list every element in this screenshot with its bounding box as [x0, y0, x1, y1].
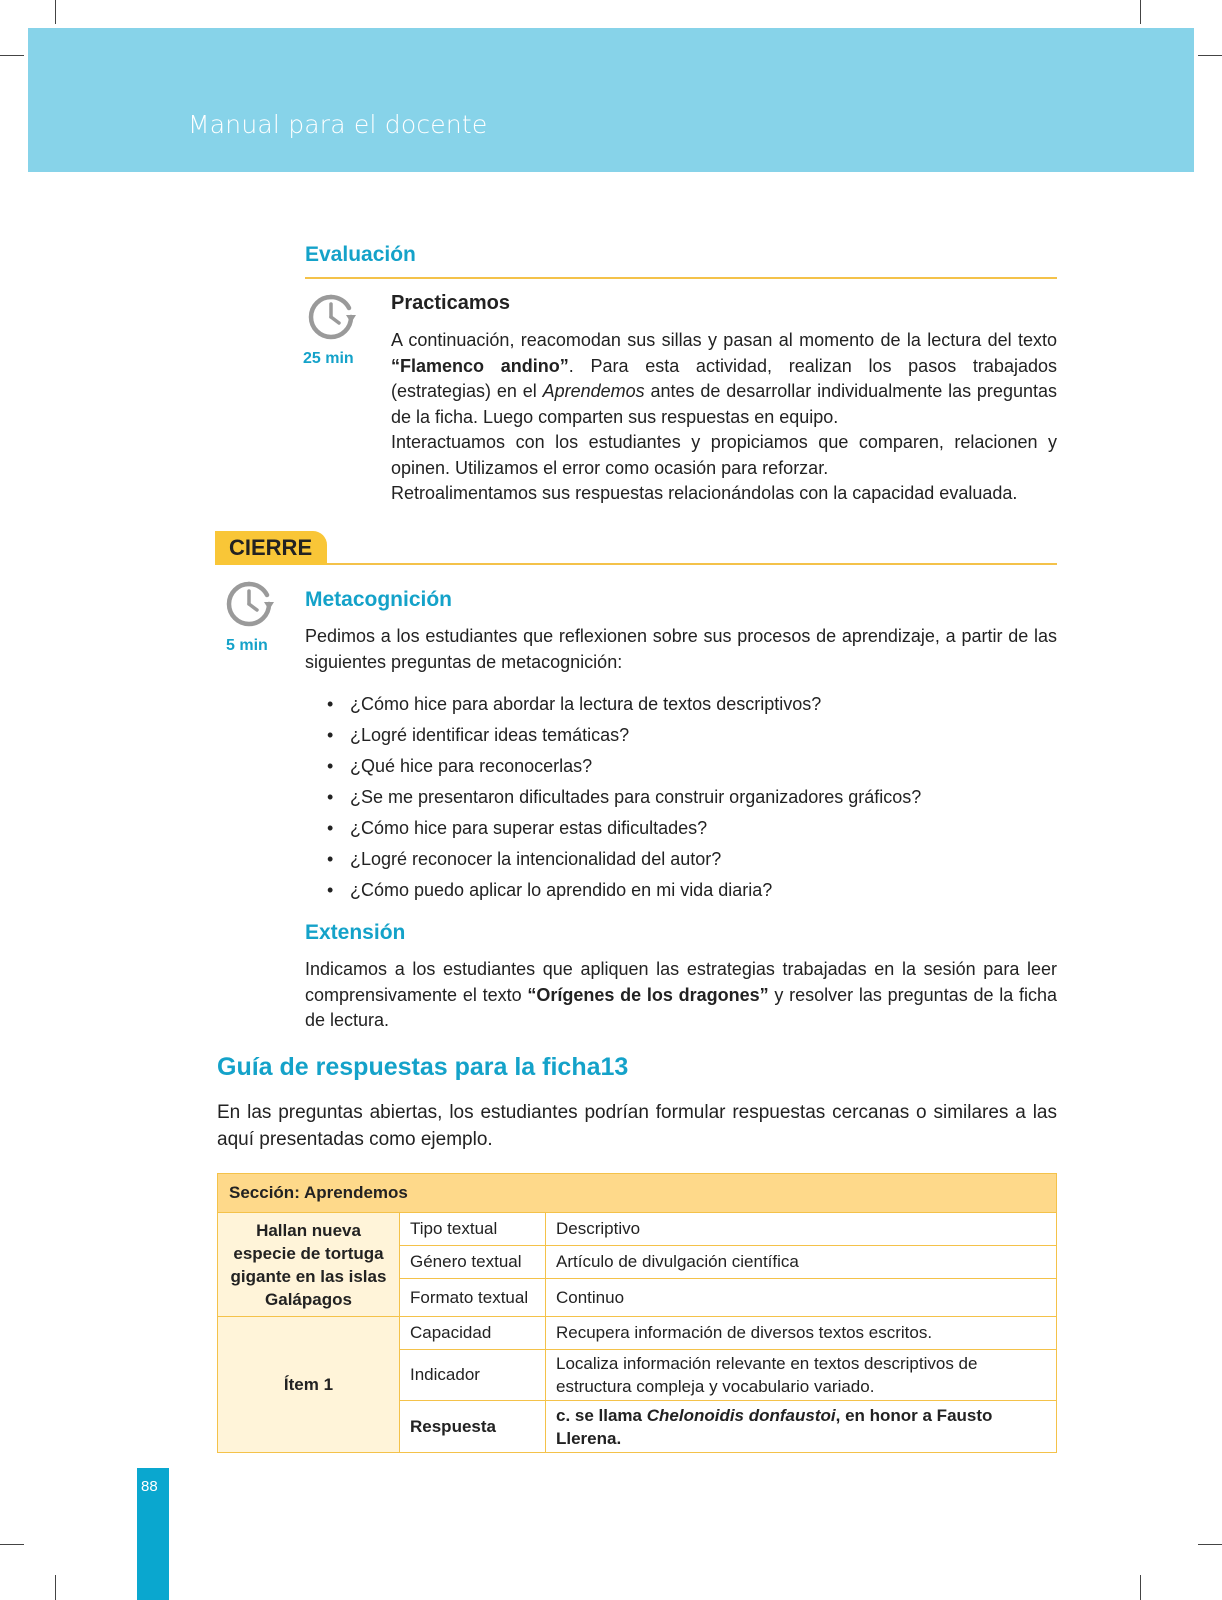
item-cell: Ítem 1	[218, 1317, 400, 1453]
duration-label: 25 min	[303, 350, 354, 367]
list-item: • ¿Logré identificar ideas temáticas?	[324, 720, 1044, 751]
table-cell: Formato textual	[400, 1279, 546, 1317]
table-cell: Género textual	[400, 1246, 546, 1279]
list-item: • ¿Cómo puedo aplicar lo aprendido en mi vida diaria?	[324, 875, 1044, 906]
practicamos-heading: Practicamos	[391, 292, 510, 314]
table-row	[218, 1317, 1057, 1350]
crop-mark	[1140, 0, 1141, 24]
page-header-title: Manual para el docente	[188, 110, 488, 139]
table-cell: Respuesta	[400, 1401, 546, 1453]
guia-heading: Guía de respuestas para la ficha13	[217, 1053, 629, 1081]
cierre-tab: CIERRE	[215, 531, 327, 565]
list-item: • ¿Se me presentaron dificultades para construir organizadores gráficos?	[324, 782, 1044, 813]
crop-mark	[1198, 1544, 1222, 1545]
crop-mark	[0, 1544, 24, 1545]
extension-paragraph: Indicamos a los estudiantes que apliquen las estrategias trabajadas en la sesión para leer comprensivamente el texto “Orígenes de los dragones” y resolver las preguntas de la ficha de lectura.	[305, 959, 1057, 1030]
metacognicion-paragraph: Pedimos a los estudiantes que reflexionen sobre sus procesos de aprendizaje, a partir de las siguientes preguntas de metacognición:	[305, 626, 1057, 672]
extension-heading: Extensión	[305, 921, 406, 944]
table-row	[218, 1213, 1057, 1246]
clock-icon	[305, 291, 357, 343]
crop-mark	[1140, 1575, 1141, 1600]
divider	[305, 277, 1057, 279]
metacognicion-heading: Metacognición	[305, 588, 453, 611]
list-item: • ¿Cómo hice para superar estas dificultades?	[324, 813, 1044, 844]
guia-intro: En las preguntas abiertas, los estudiantes podrían formular respuestas cercanas o similares a las aquí presentadas como ejemplo.	[217, 1102, 1057, 1150]
table-cell: Capacidad	[400, 1317, 546, 1350]
table-cell: Indicador	[400, 1350, 546, 1401]
table-section-header: Sección: Aprendemos	[218, 1174, 1057, 1213]
table-cell: Localiza información relevante en textos descriptivos de estructura compleja y vocabulario variado.	[546, 1350, 1057, 1401]
crop-mark	[0, 55, 24, 56]
duration-label: 5 min	[226, 637, 268, 654]
metacognicion-question-list	[324, 689, 1044, 906]
answer-cell: c. se llama Chelonoidis donfaustoi, en honor a Fausto Llerena.	[546, 1401, 1057, 1453]
table-row	[218, 1174, 1057, 1213]
page-number: 88	[141, 1478, 158, 1495]
table-cell: Recupera información de diversos textos escritos.	[546, 1317, 1057, 1350]
page-number-tab	[137, 1468, 169, 1600]
table-cell: Artículo de divulgación científica	[546, 1246, 1057, 1279]
clock-icon	[223, 578, 275, 630]
answer-table	[217, 1173, 1057, 1453]
text-title-cell: Hallan nueva especie de tortuga gigante en las islas Galápagos	[218, 1213, 400, 1317]
crop-mark	[55, 1575, 56, 1600]
evaluacion-heading: Evaluación	[305, 243, 416, 266]
list-item: • ¿Logré reconocer la intencionalidad del autor?	[324, 844, 1044, 875]
crop-mark	[1198, 55, 1222, 56]
header-band	[28, 28, 1194, 172]
table-cell: Tipo textual	[400, 1213, 546, 1246]
divider	[327, 563, 1057, 565]
list-item: • ¿Cómo hice para abordar la lectura de textos descriptivos?	[324, 689, 1044, 720]
table-cell: Descriptivo	[546, 1213, 1057, 1246]
list-item: • ¿Qué hice para reconocerlas?	[324, 751, 1044, 782]
crop-mark	[55, 0, 56, 24]
table-cell: Continuo	[546, 1279, 1057, 1317]
practicamos-paragraph: A continuación, reacomodan sus sillas y pasan al momento de la lectura del texto “Flamenco andino”. Para esta actividad, realizan los pasos trabajados (estrategias) en el Aprendemos antes de desarrollar individualmente las preguntas de la ficha. Luego comparten sus respuestas en equipo. Interactuamos con los estudiantes y propiciamos que comparen, relacionen y opinen. Utilizamos el error como ocasión para reforzar. Retroalimentamos sus respuestas relacionándolas con la capacidad evaluada.	[391, 330, 1057, 503]
